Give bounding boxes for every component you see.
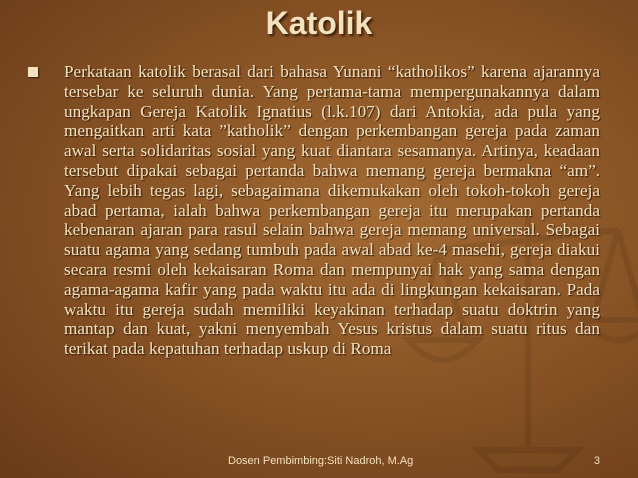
footer-text: Dosen Pembimbing:Siti Nadroh, M.Ag	[228, 455, 414, 467]
bullet-text: Perkataan katolik berasal dari bahasa Yunani “katholikos” karena ajarannya tersebar ke seluruh dunia. Yang pertama-tama mempergunakannya dalam ungkapan Gereja Katolik Ignatius (l.k.107) dari Antokia, ada pula yang mengaitkan arti kata ”katholik” dengan perkembangan gereja pada zaman awal serta solidaritas sosial yang kuat diantara sesamanya. Artinya, keadaan tersebut dipakai sebagai pertanda bahwa memang gereja bermakna “am”. Yang lebih tegas lagi, sebagaimana dikemukakan oleh tokoh-tokoh gereja abad pertama, ialah bahwa perkembangan gereja itu merupakan pertanda kebenaran ajaran para rasul selain bahwa gereja memang universal. Sebagai suatu agama yang sedang tumbuh pada awal abad ke-4 masehi, gereja diakui secara resmi oleh kekaisaran Roma dan mempunyai hak yang sama dengan agama-agama kafir yang pada waktu itu ada di lingkungan kekaisaran. Pada waktu itu gereja sudah memiliki keyakinan terhadap suatu doktrin yang mantap dan kuat, yakni menyembah Yesus kristus dalam suatu ritus dan terikat pada kepatuhan terhadap uskup di Roma	[64, 62, 600, 359]
slide-title: Katolik	[265, 5, 373, 41]
slide-footer	[0, 452, 638, 472]
slide-content	[28, 62, 600, 359]
page-number: 3	[593, 455, 600, 467]
bullet-item	[28, 62, 600, 359]
square-bullet-icon	[28, 67, 38, 77]
